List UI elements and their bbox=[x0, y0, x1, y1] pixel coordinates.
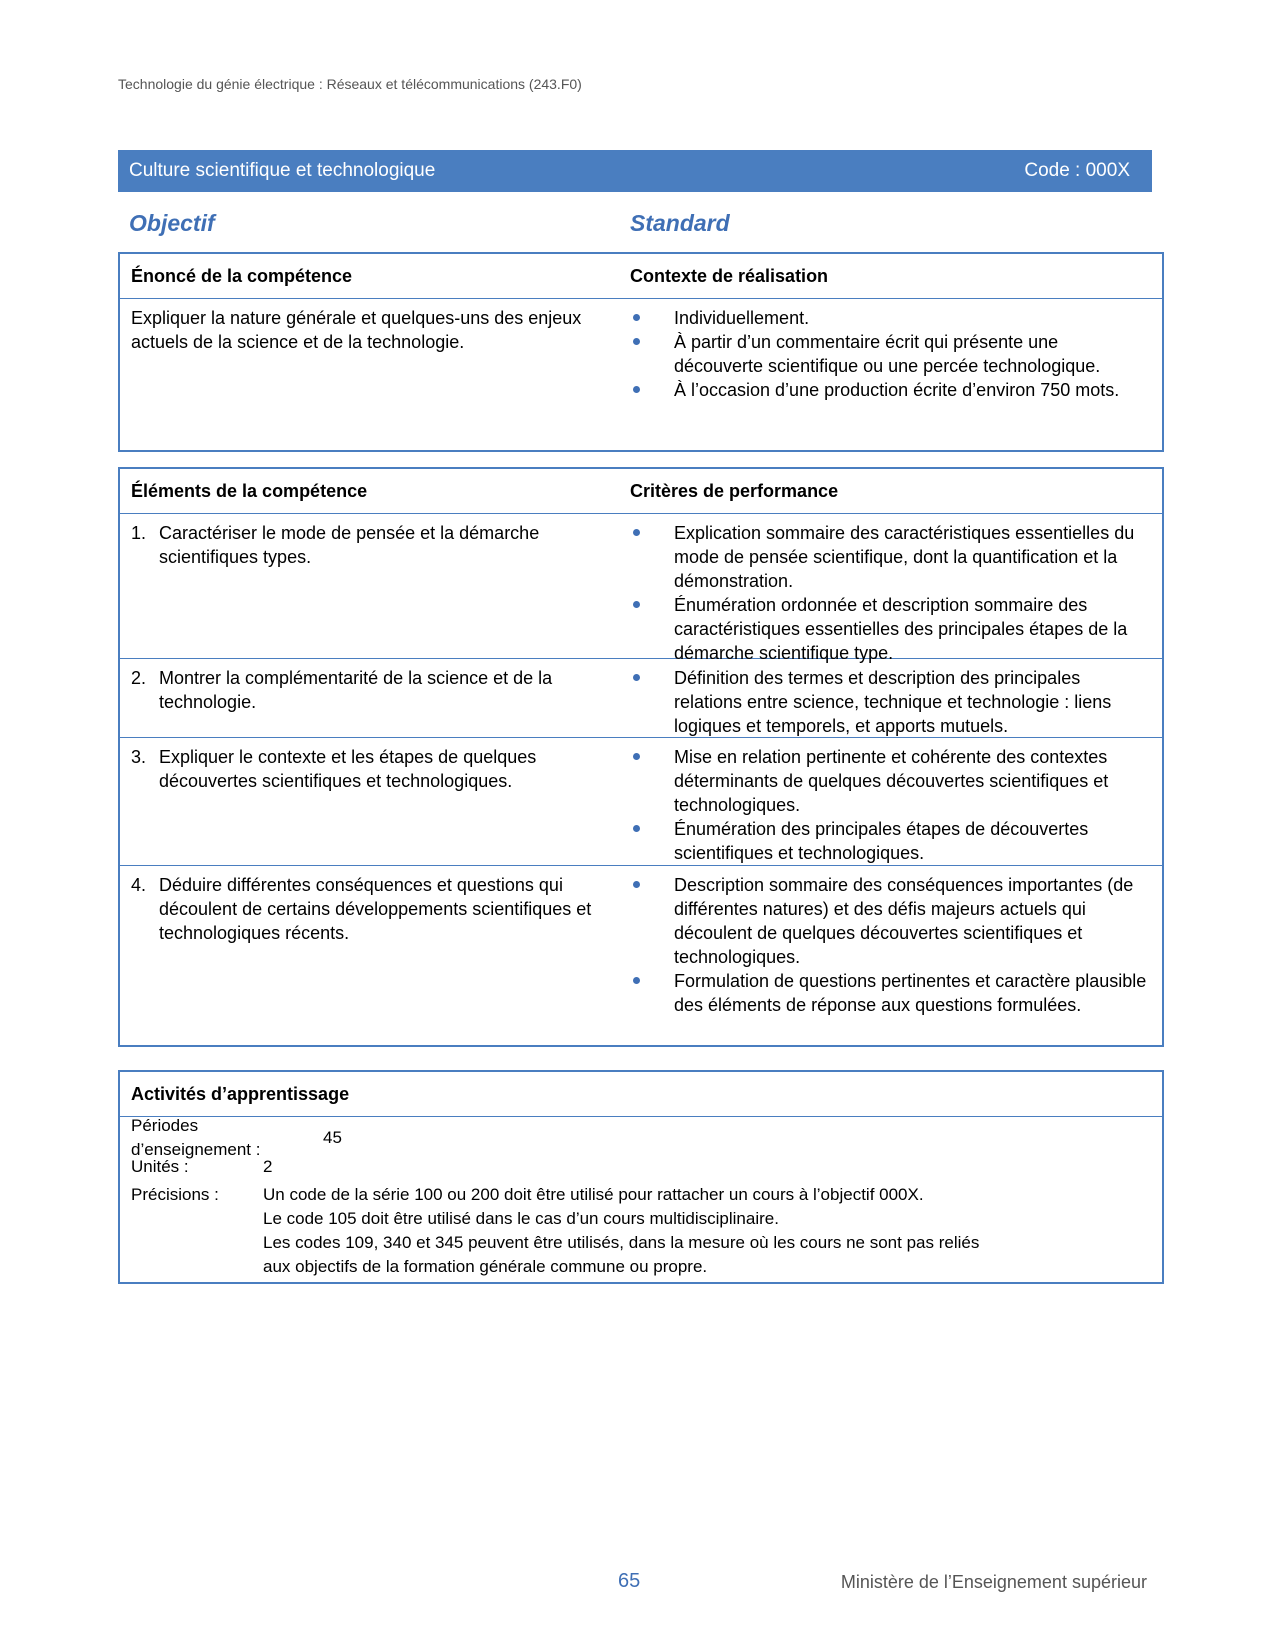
units-label: Unités : bbox=[131, 1156, 189, 1176]
bullet-icon bbox=[633, 386, 640, 393]
criteria-list bbox=[630, 745, 1148, 865]
bullet-icon bbox=[633, 338, 640, 345]
element-row bbox=[120, 658, 1162, 737]
element-number: 1. bbox=[131, 523, 147, 543]
bullet-icon bbox=[633, 314, 640, 321]
periods-label: Périodes d’enseignement : bbox=[131, 1115, 261, 1159]
criteria-list bbox=[630, 521, 1148, 665]
page-header: Technologie du génie électrique : Réseaux et télécommunications (243.F0) bbox=[118, 76, 582, 92]
course-title: Culture scientifique et technologique bbox=[129, 160, 436, 181]
element-text: Montrer la complémentarité de la science et de la technologie. bbox=[159, 668, 553, 712]
precision-line: Le code 105 doit être utilisé dans le cas d’un cours multidisciplinaire. bbox=[263, 1209, 779, 1228]
activities-box bbox=[118, 1070, 1164, 1284]
context-item: À l’occasion d’une production écrite d’environ 750 mots. bbox=[630, 378, 1148, 402]
bullet-icon bbox=[633, 977, 640, 984]
objective-heading: Objectif bbox=[129, 210, 215, 236]
precisions-label: Précisions : bbox=[131, 1185, 219, 1204]
criteria-list bbox=[630, 666, 1148, 738]
criterion-item: Explication sommaire des caractéristiques essentielles du mode de pensée scientifique, dont la quantification et la démonstration. bbox=[630, 521, 1148, 593]
criterion-item: Formulation de questions pertinentes et caractère plausible des éléments de réponse aux questions formulées. bbox=[630, 969, 1148, 1017]
elements-heading: Éléments de la compétence bbox=[131, 480, 368, 501]
criterion-item: Définition des termes et description des principales relations entre science, technique et technologie : liens logiques et temporels, et apports mutuels. bbox=[630, 666, 1148, 738]
page-number: 65 bbox=[618, 1570, 641, 1592]
periods-line bbox=[131, 1115, 1151, 1159]
bullet-icon bbox=[633, 601, 640, 608]
criterion-item: Énumération ordonnée et description sommaire des caractéristiques essentielles des principales étapes de la démarche scientifique type. bbox=[630, 593, 1148, 665]
bullet-icon bbox=[633, 674, 640, 681]
criterion-item: Description sommaire des conséquences importantes (de différentes natures) et des défis majeurs actuels qui découlent de quelques découvertes scientifiques et technologiques. bbox=[630, 873, 1148, 969]
competence-heading: Énoncé de la compétence bbox=[131, 265, 353, 286]
context-item: À partir d’un commentaire écrit qui présente une découverte scientifique ou une percée technologique. bbox=[630, 330, 1148, 378]
precision-line: Les codes 109, 340 et 345 peuvent être utilisés, dans la mesure où les cours ne sont pas reliés bbox=[263, 1233, 980, 1252]
competence-row bbox=[120, 299, 1162, 406]
element-row bbox=[120, 865, 1162, 1021]
bullet-icon bbox=[633, 825, 640, 832]
precision-line: Un code de la série 100 ou 200 doit être utilisé pour rattacher un cours à l’objectif 000X. bbox=[263, 1185, 924, 1204]
criteria-heading: Critères de performance bbox=[630, 480, 839, 501]
context-heading: Contexte de réalisation bbox=[630, 265, 829, 286]
element-row bbox=[120, 514, 1162, 663]
precision-line: aux objectifs de la formation générale commune ou propre. bbox=[263, 1257, 708, 1276]
elements-header bbox=[120, 469, 1162, 514]
element-row bbox=[120, 737, 1162, 865]
element-number: 2. bbox=[131, 668, 147, 688]
precisions-block bbox=[131, 1183, 1151, 1279]
criteria-list bbox=[630, 873, 1148, 1017]
criterion-item: Énumération des principales étapes de découvertes scientifiques et technologiques. bbox=[630, 817, 1148, 865]
competence-header bbox=[120, 254, 1162, 299]
element-number: 3. bbox=[131, 747, 147, 767]
ministry-footer: Ministère de l’Enseignement supérieur bbox=[840, 1572, 1147, 1592]
units-line bbox=[131, 1152, 1151, 1181]
element-number: 4. bbox=[131, 875, 147, 895]
element-text: Caractériser le mode de pensée et la démarche scientifiques types. bbox=[159, 523, 540, 567]
element-text: Expliquer le contexte et les étapes de quelques découvertes scientifiques et technologiques. bbox=[159, 747, 537, 791]
course-code: Code : 000X bbox=[1024, 160, 1130, 181]
criterion-item: Mise en relation pertinente et cohérente des contextes déterminants de quelques découvertes scientifiques et technologiques. bbox=[630, 745, 1148, 817]
activities-heading: Activités d’apprentissage bbox=[120, 1072, 1162, 1117]
competence-statement: Expliquer la nature générale et quelques-uns des enjeux actuels de la science et de la technologie. bbox=[131, 308, 582, 352]
element-text: Déduire différentes conséquences et questions qui découlent de certains développements scientifiques et technologiques récents. bbox=[159, 875, 592, 943]
bullet-icon bbox=[633, 753, 640, 760]
elements-box bbox=[118, 467, 1164, 1047]
context-list bbox=[630, 306, 1148, 402]
periods-value: 45 bbox=[323, 1127, 342, 1147]
title-bar bbox=[118, 150, 1152, 192]
context-item: Individuellement. bbox=[630, 306, 1148, 330]
bullet-icon bbox=[633, 529, 640, 536]
bullet-icon bbox=[633, 881, 640, 888]
standard-heading: Standard bbox=[630, 210, 730, 236]
competence-box bbox=[118, 252, 1164, 452]
units-value: 2 bbox=[263, 1156, 273, 1176]
